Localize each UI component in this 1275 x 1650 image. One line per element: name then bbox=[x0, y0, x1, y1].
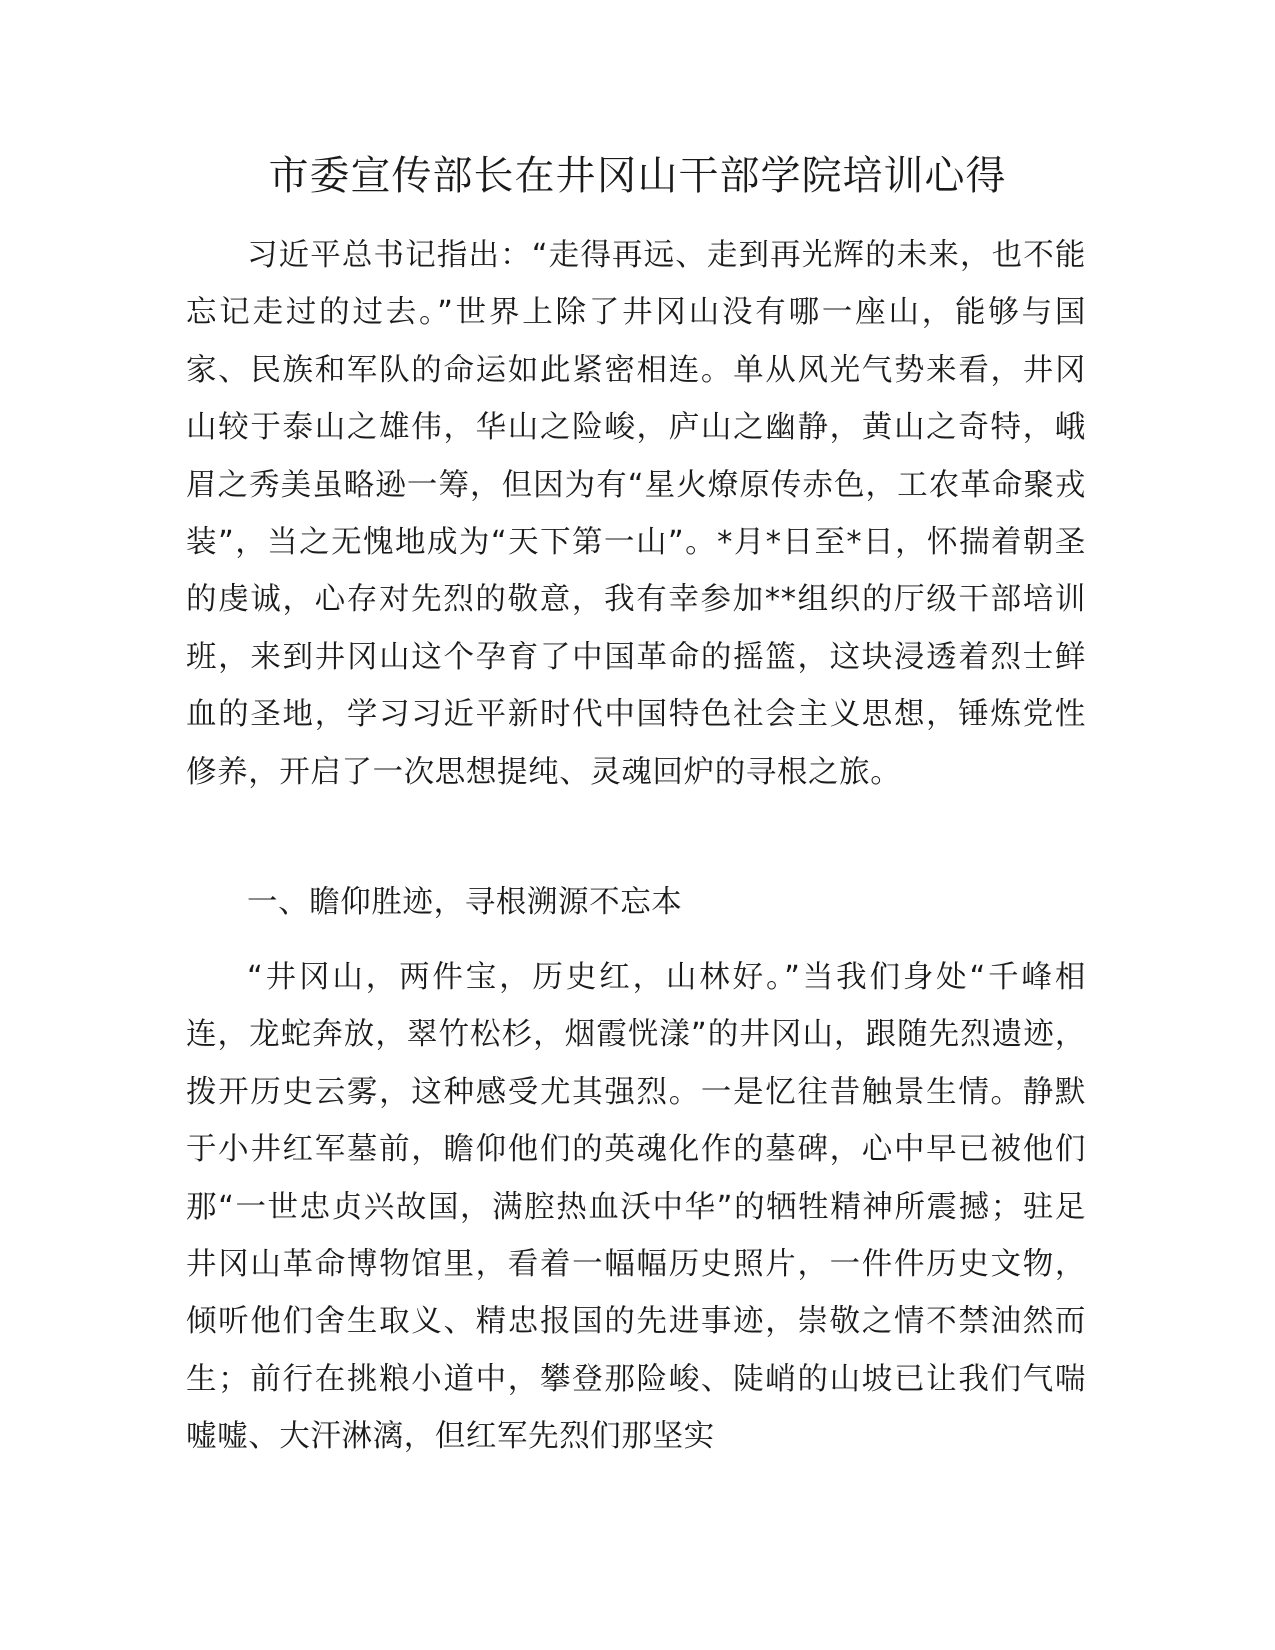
section-1-paragraph: “井冈山，两件宝，历史红，山林好。”当我们身处“千峰相连，龙蛇奔放，翠竹松杉，烟霞恍漾”的井冈山，跟随先烈遗迹，拨开历史云雾，这种感受尤其强烈。一是忆往昔触景生情。静默于小井红军墓前，瞻仰他们的英魂化作的墓碑，心中早已被他们那“一世忠贞兴故国，满腔热血沃中华”的牺牲精神所震撼；驻足井冈山革命博物馆里，看着一幅幅历史照片，一件件历史文物，倾听他们舍生取义、精忠报国的先进事迹，崇敬之情不禁油然而生；前行在挑粮小道中，攀登那险峻、陡峭的山坡已让我们气喘嘘嘘、大汗淋漓，但红军先烈们那坚实 bbox=[186, 960, 1086, 1455]
document-title: 市委宣传部长在井冈山干部学院培训心得 bbox=[268, 153, 1007, 199]
intro-paragraph: 习近平总书记指出：“走得再远、走到再光辉的未来，也不能忘记走过的过去。”世界上除了井冈山没有哪一座山，能够与国家、民族和军队的命运如此紧密相连。单从风光气势来看，井冈山较于泰山之雄伟，华山之险峻，庐山之幽静，黄山之奇特，峨眉之秀美虽略逊一筹，但因为有“星火燎原传赤色，工农革命聚戎装”，当之无愧地成为“天下第一山”。*月*日至*日，怀揣着朝圣的虔诚，心存对先烈的敬意，我有幸参加**组织的厅级干部培训班，来到井冈山这个孕育了中国革命的摇篮，这块浸透着烈士鲜血的圣地，学习习近平新时代中国特色社会主义思想，锤炼党性修养，开启了一次思想提纯、灵魂回炉的寻根之旅。 bbox=[186, 238, 1086, 790]
section-heading-1: 一、瞻仰胜迹，寻根溯源不忘本 bbox=[247, 885, 683, 920]
